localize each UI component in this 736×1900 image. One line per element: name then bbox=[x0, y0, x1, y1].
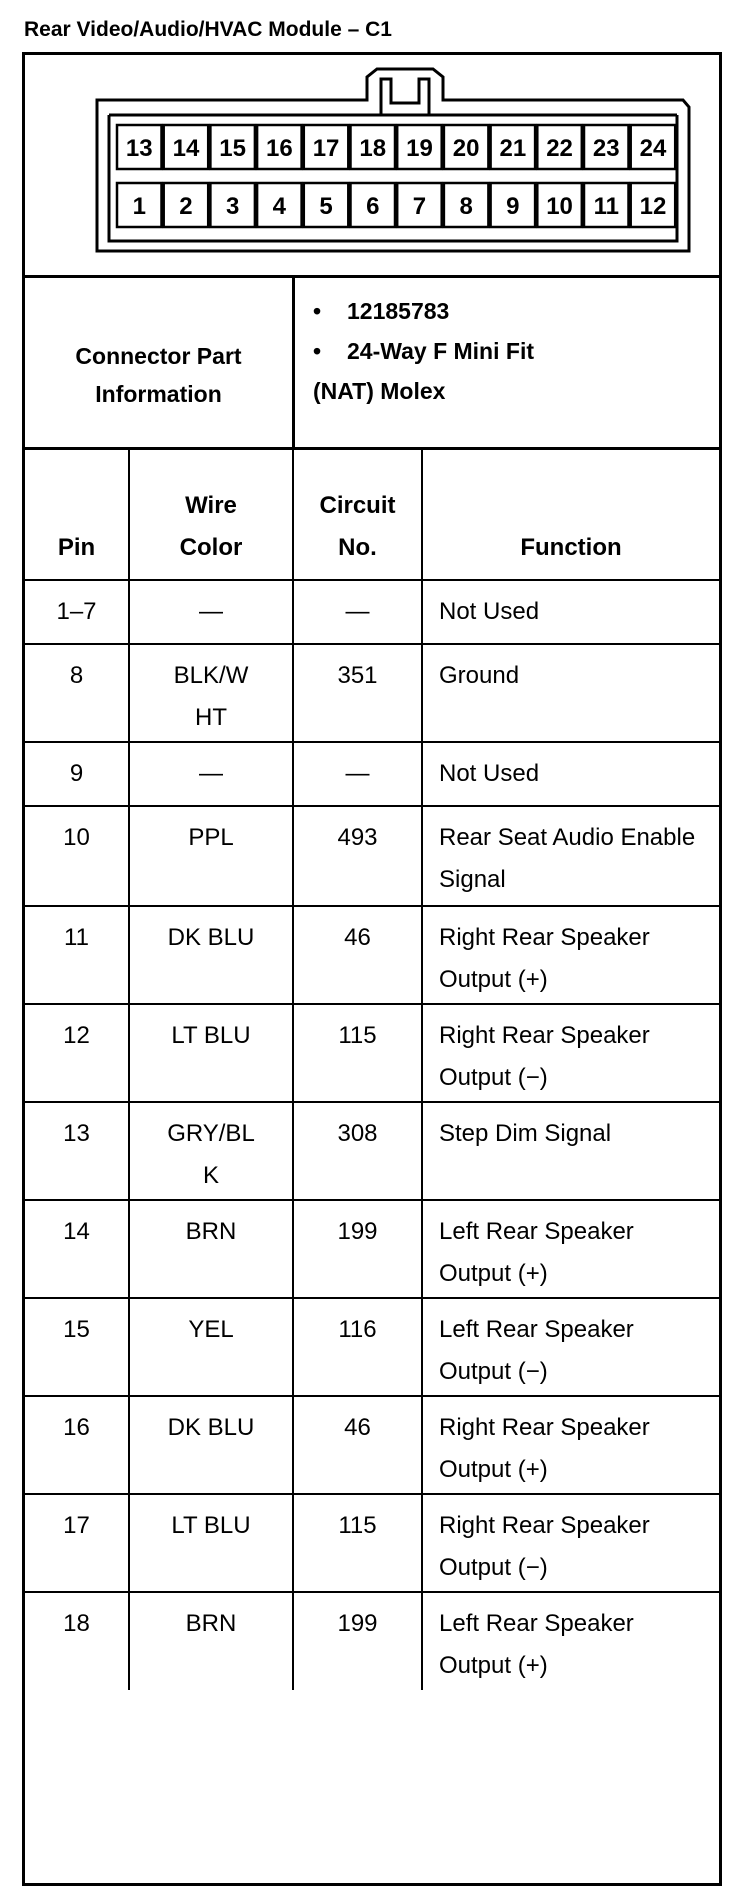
table-row bbox=[25, 1102, 719, 1200]
pin-cell: 17 bbox=[25, 1494, 129, 1592]
connector-latch-inner bbox=[381, 79, 429, 115]
wire-color-cell: LT BLU bbox=[129, 1494, 293, 1592]
bullet-glyph: • bbox=[313, 298, 322, 324]
header-wire-color-text: Wire Color bbox=[179, 492, 243, 561]
cavity-18-label: 18 bbox=[359, 135, 387, 162]
circuit-cell: 115 bbox=[293, 1004, 422, 1102]
cavity-4-label: 4 bbox=[272, 193, 287, 220]
page-title: Rear Video/Audio/HVAC Module – C1 bbox=[24, 18, 392, 41]
function-cell: Right Rear Speaker Output (−) bbox=[422, 1004, 719, 1102]
cavity-20-label: 20 bbox=[452, 135, 480, 162]
connector-type: 24-Way F Mini Fit bbox=[347, 338, 534, 364]
header-pin: Pin bbox=[25, 448, 129, 580]
cavity-3-label: 3 bbox=[225, 193, 240, 220]
part-number-item bbox=[313, 291, 719, 331]
cavity-2-label: 2 bbox=[179, 193, 193, 220]
wire-color-cell: PPL bbox=[129, 806, 293, 906]
part-info-label: Connector Part Information bbox=[75, 343, 242, 407]
pin-cell: 15 bbox=[25, 1298, 129, 1396]
connector-diagram bbox=[25, 55, 719, 278]
wire-color-cell: — bbox=[129, 580, 293, 644]
bullet-glyph: • bbox=[313, 338, 322, 364]
header-wire-color bbox=[129, 448, 293, 580]
circuit-cell: 199 bbox=[293, 1200, 422, 1298]
cavity-5-label: 5 bbox=[319, 193, 333, 220]
connector-type-item bbox=[313, 331, 719, 371]
cavity-22-label: 22 bbox=[546, 135, 573, 162]
cavity-10-label: 10 bbox=[546, 193, 573, 220]
table-row bbox=[25, 1298, 719, 1396]
connector-vendor: (NAT) Molex bbox=[313, 378, 446, 404]
pinout-table bbox=[25, 447, 719, 1690]
circuit-cell: 351 bbox=[293, 644, 422, 742]
cavity-11-label: 11 bbox=[593, 193, 619, 220]
function-cell: Not Used bbox=[422, 742, 719, 806]
wire-color-cell: GRY/BLK bbox=[129, 1102, 293, 1200]
circuit-cell: 115 bbox=[293, 1494, 422, 1592]
function-cell: Right Rear Speaker Output (+) bbox=[422, 906, 719, 1004]
function-cell: Rear Seat Audio Enable Signal bbox=[422, 806, 719, 906]
header-function: Function bbox=[422, 448, 719, 580]
pin-cell: 10 bbox=[25, 806, 129, 906]
wire-color-cell: BRN bbox=[129, 1200, 293, 1298]
cavity-1-label: 1 bbox=[132, 193, 146, 220]
wire-color-cell: BRN bbox=[129, 1592, 293, 1690]
connector-part-info-row bbox=[25, 275, 719, 450]
cavity-19-label: 19 bbox=[406, 135, 433, 162]
function-cell: Step Dim Signal bbox=[422, 1102, 719, 1200]
header-circuit-number bbox=[293, 448, 422, 580]
part-number: 12185783 bbox=[347, 298, 450, 324]
function-cell: Left Rear Speaker Output (+) bbox=[422, 1200, 719, 1298]
connector-table-frame bbox=[22, 52, 722, 1886]
pin-cell: 9 bbox=[25, 742, 129, 806]
wire-color-cell: — bbox=[129, 742, 293, 806]
pin-cell: 1–7 bbox=[25, 580, 129, 644]
function-cell: Left Rear Speaker Output (−) bbox=[422, 1298, 719, 1396]
wire-color-cell: YEL bbox=[129, 1298, 293, 1396]
circuit-cell: 46 bbox=[293, 1396, 422, 1494]
pin-cell: 18 bbox=[25, 1592, 129, 1690]
connector-face-drawing bbox=[25, 55, 719, 275]
function-cell: Left Rear Speaker Output (+) bbox=[422, 1592, 719, 1690]
cavity-6-label: 6 bbox=[366, 193, 380, 220]
circuit-cell: 493 bbox=[293, 806, 422, 906]
circuit-cell: 46 bbox=[293, 906, 422, 1004]
table-row bbox=[25, 1396, 719, 1494]
wire-color-cell: DK BLU bbox=[129, 906, 293, 1004]
connector-housing-inner-body bbox=[109, 115, 677, 241]
cavity-14-label: 14 bbox=[172, 135, 200, 162]
pin-cell: 12 bbox=[25, 1004, 129, 1102]
cavity-15-label: 15 bbox=[219, 135, 247, 162]
table-row bbox=[25, 644, 719, 742]
pin-cell: 16 bbox=[25, 1396, 129, 1494]
wire-color-cell: DK BLU bbox=[129, 1396, 293, 1494]
circuit-cell: — bbox=[293, 742, 422, 806]
table-header-row bbox=[25, 448, 719, 580]
table-row bbox=[25, 742, 719, 806]
cavity-16-label: 16 bbox=[265, 135, 293, 162]
cavity-13-label: 13 bbox=[125, 135, 153, 162]
part-info-label-cell bbox=[25, 275, 295, 447]
function-cell: Right Rear Speaker Output (+) bbox=[422, 1396, 719, 1494]
function-cell: Not Used bbox=[422, 580, 719, 644]
header-circuit-text: Circuit No. bbox=[319, 492, 396, 561]
wire-color-cell: LT BLU bbox=[129, 1004, 293, 1102]
cavity-17-label: 17 bbox=[312, 135, 340, 162]
pin-cell: 8 bbox=[25, 644, 129, 742]
function-cell: Ground bbox=[422, 644, 719, 742]
part-info-content-cell bbox=[295, 275, 719, 447]
wire-color-cell: BLK/WHT bbox=[129, 644, 293, 742]
cavity-24-label: 24 bbox=[639, 135, 667, 162]
cavity-8-label: 8 bbox=[459, 193, 473, 220]
pin-cell: 13 bbox=[25, 1102, 129, 1200]
cavity-21-label: 21 bbox=[499, 135, 527, 162]
pin-cell: 14 bbox=[25, 1200, 129, 1298]
cavity-23-label: 23 bbox=[592, 135, 620, 162]
circuit-cell: — bbox=[293, 580, 422, 644]
circuit-cell: 116 bbox=[293, 1298, 422, 1396]
table-row bbox=[25, 906, 719, 1004]
table-row bbox=[25, 1592, 719, 1690]
cavity-7-label: 7 bbox=[412, 193, 427, 220]
cavity-12-label: 12 bbox=[639, 193, 667, 220]
cavity-9-label: 9 bbox=[506, 193, 520, 220]
function-cell: Right Rear Speaker Output (−) bbox=[422, 1494, 719, 1592]
table-row bbox=[25, 580, 719, 644]
circuit-cell: 199 bbox=[293, 1592, 422, 1690]
table-row bbox=[25, 806, 719, 906]
table-row bbox=[25, 1004, 719, 1102]
circuit-cell: 308 bbox=[293, 1102, 422, 1200]
table-row bbox=[25, 1200, 719, 1298]
table-row bbox=[25, 1494, 719, 1592]
pin-cell: 11 bbox=[25, 906, 129, 1004]
